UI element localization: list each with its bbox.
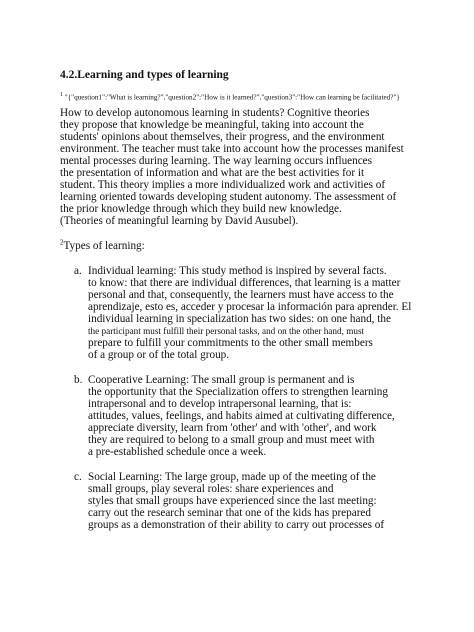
list-item-letter: a. [74, 265, 82, 277]
list-item-line: they are required to belong to a small group and must meet with [88, 434, 375, 446]
list-item-letter: b. [74, 374, 83, 386]
list-item-line: Cooperative Learning: The small group is permanent and is [88, 374, 355, 386]
list-item-line: intrapersonal and to develop intrapersonal learning, that is: [88, 398, 352, 410]
list-item-line: to know: that there are individual differences, that learning is a matter [88, 277, 401, 289]
list-item-line: of a group or of the total group. [88, 349, 230, 361]
list-item-line: attitudes, values, feelings, and habits aimed at cultivating difference, [88, 410, 395, 422]
intro-line: (Theories of meaningful learning by David Ausubel). [60, 215, 299, 227]
intro-line: learning oriented towards developing student autonomy. The assessment of [60, 191, 397, 203]
intro-line: student. This theory implies a more individualized work and activities of [60, 179, 386, 191]
list-item-line: a pre-established schedule once a week. [88, 446, 267, 458]
list-item-line: individual learning in specialization has two sides: on one hand, the [88, 313, 391, 325]
list-item-line: the participant must fulfill their personal tasks, and on the other hand, must [88, 326, 365, 336]
intro-line: they propose that knowledge be meaningful, taking into account the [60, 119, 364, 131]
list-item-letter: c. [74, 471, 82, 483]
list-item-line: Social Learning: The large group, made up of the meeting of the [88, 471, 376, 483]
types-heading-marker: 2 [60, 238, 64, 247]
section-heading: 4.2.Learning and types of learning [60, 69, 229, 81]
list-item-line: the opportunity that the Specialization offers to strengthen learning [88, 386, 388, 398]
list-item-line: prepare to fulfill your commitments to the other small members [88, 337, 373, 349]
types-heading [60, 240, 145, 252]
list-item-line: aprendizaje, esto es, acceder y procesar la información para aprender. El [88, 301, 412, 313]
list-item-line: personal and that, consequently, the learners must have access to the [88, 289, 394, 301]
list-item-line: appreciate diversity, learn from 'other' and with 'other', and work [88, 422, 377, 434]
footnote-text: "{"question1":"What is learning?","question2":"How is it learned?","question3":"How can learning be facilitated?"} [63, 93, 400, 102]
intro-line: How to develop autonomous learning in students? Cognitive theories [60, 107, 370, 119]
list-item-line: styles that small groups have experienced since the last meeting: [88, 495, 377, 507]
intro-line: the prior knowledge through which they build new knowledge. [60, 203, 342, 215]
list-item-line: small groups, play several roles: share experiences and [88, 483, 334, 495]
footnote [60, 92, 400, 101]
types-heading-text: Types of learning: [63, 240, 145, 252]
list-item-line: groups as a demonstration of their ability to carry out processes of [88, 519, 385, 531]
list-item-line: Individual learning: This study method is inspired by several facts. [88, 265, 387, 277]
intro-line: students' opinions about themselves, their progress, and the environment [60, 131, 385, 143]
intro-line: mental processes during learning. The way learning occurs influences [60, 155, 373, 167]
intro-line: environment. The teacher must take into account how the processes manifest [60, 143, 404, 155]
list-item-line: carry out the research seminar that one of the kids has prepared [88, 507, 371, 519]
intro-line: the presentation of information and what are the best activities for it [60, 167, 365, 179]
footnote-marker: 1 [60, 92, 63, 98]
